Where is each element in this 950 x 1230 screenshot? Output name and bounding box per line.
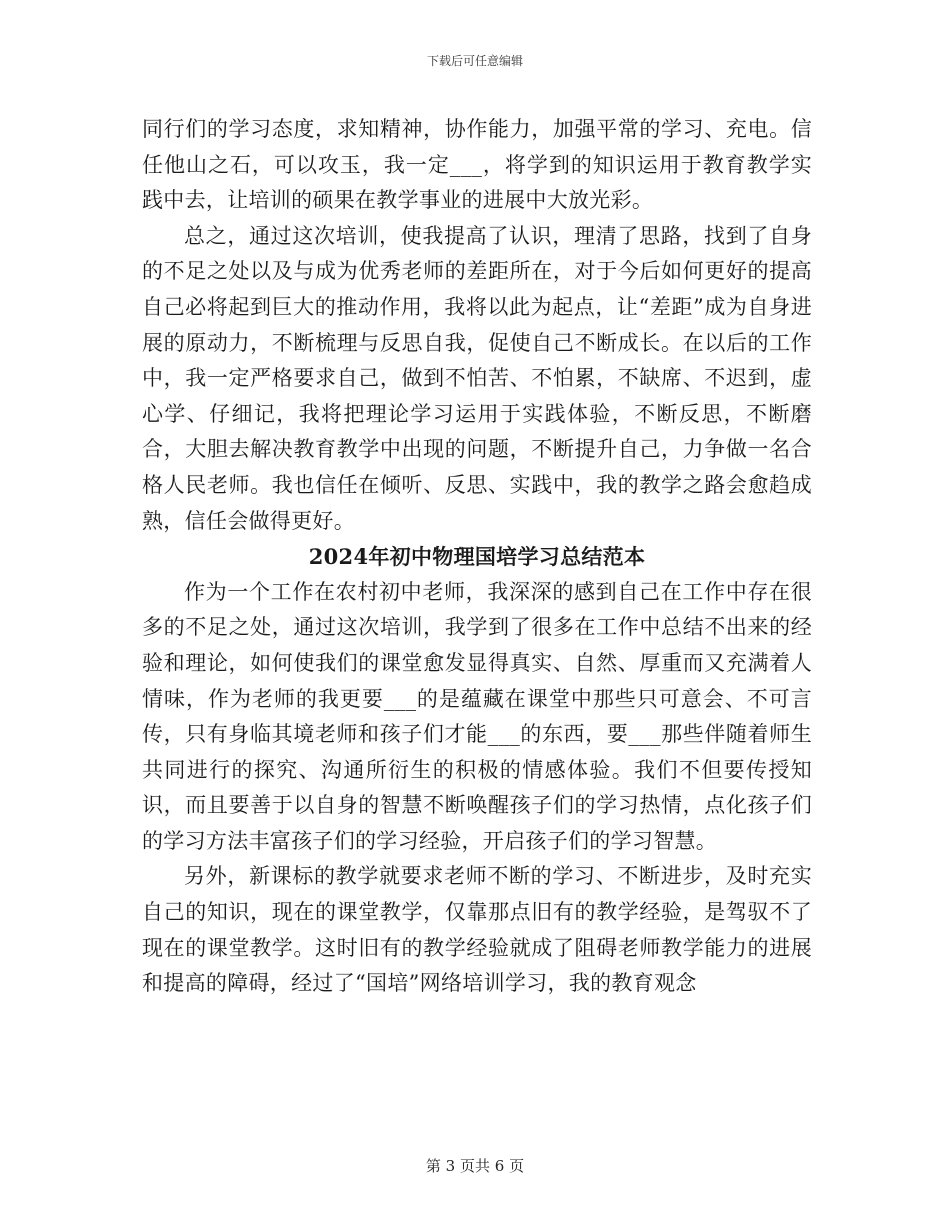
paragraph-rural-teacher: 作为一个工作在农村初中老师，我深深的感到自己在工作中存在很多的不足之处，通过这次培训，我学到了很多在工作中总结不出来的经验和理论，如何使我们的课堂愈发显得真实、自然、厚重而又充满着人情味，作为老师的我更要___的是蕴藏在课堂中那些只可意会、不可言传，只有身临其境老师和孩子们才能___的东西，要___那些伴随着师生共同进行的探究、沟通所衍生的积极的情感体验。我们不但要传授知识，而且要善于以自身的智慧不断唤醒孩子们的学习热情，点化孩子们的学习方法丰富孩子们的学习经验，开启孩子们的学习智慧。 (142, 579, 812, 853)
page-number-footer: 第 3 页共 6 页 (425, 1157, 525, 1175)
paragraph-continuation: 同行们的学习态度，求知精神，协作能力，加强平常的学习、充电。信任他山之石，可以攻玉，我一定___，将学到的知识运用于教育教学实践中去，让培训的硕果在教学事业的进展中大放光彩。 (142, 117, 812, 213)
section-title: 2024年初中物理国培学习总结范本 (308, 544, 646, 570)
paragraph-summary: 总之，通过这次培训，使我提高了认识，理清了思路，找到了自身的不足之处以及与成为优秀老师的差距所在，对于今后如何更好的提高自己必将起到巨大的推动作用，我将以此为起点，让“差距”成为自身进展的原动力，不断梳理与反思自我，促使自己不断成长。在以后的工作中，我一定严格要求自己，做到不怕苦、不怕累，不缺席、不迟到，虚心学、仔细记，我将把理论学习运用于实践体验，不断反思，不断磨合，大胆去解决教育教学中出现的问题，不断提升自己，力争做一名合格人民老师。我也信任在倾听、反思、实践中，我的教学之路会愈趋成熟，信任会做得更好。 (142, 223, 812, 533)
page-header: 下载后可任意编辑 (426, 54, 523, 68)
document-body (142, 112, 812, 1002)
paragraph-new-curriculum: 另外，新课标的教学就要求老师不断的学习、不断进步，及时充实自己的知识，现在的课堂教学，仅靠那点旧有的教学经验，是驾驭不了现在的课堂教学。这时旧有的教学经验就成了阻碍老师教学能力的进展和提高的障碍，经过了“国培”网络培训学习，我的教育观念 (142, 864, 812, 996)
